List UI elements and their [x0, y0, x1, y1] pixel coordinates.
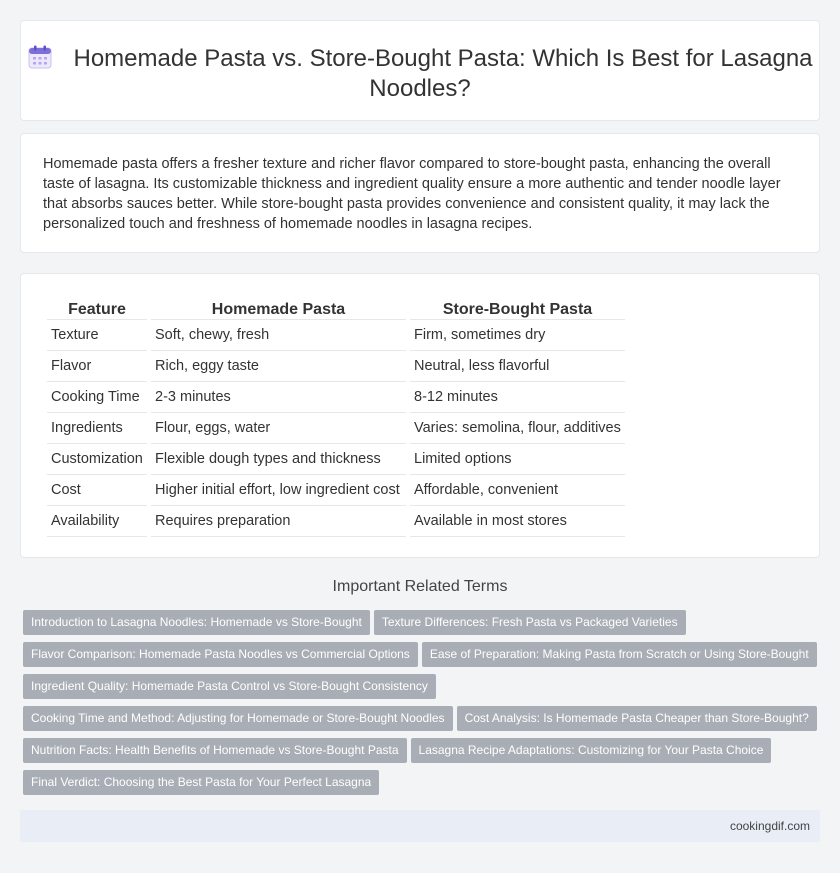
cell-store-bought: Firm, sometimes dry — [410, 320, 625, 351]
cell-homemade: Flour, eggs, water — [151, 413, 406, 444]
intro-card — [20, 133, 820, 253]
cell-store-bought: Limited options — [410, 444, 625, 475]
tag-row — [23, 738, 823, 770]
cell-store-bought: Available in most stores — [410, 506, 625, 537]
table-row — [47, 475, 625, 506]
cell-feature: Customization — [47, 444, 147, 475]
related-term-tag[interactable]: Cost Analysis: Is Homemade Pasta Cheaper than Store-Bought? — [457, 706, 817, 731]
cell-homemade: Soft, chewy, fresh — [151, 320, 406, 351]
related-term-tag[interactable]: Lasagna Recipe Adaptations: Customizing for Your Pasta Choice — [411, 738, 772, 763]
comparison-table — [43, 296, 629, 537]
header-homemade: Homemade Pasta — [151, 296, 406, 320]
cell-homemade: 2-3 minutes — [151, 382, 406, 413]
cell-feature: Flavor — [47, 351, 147, 382]
tag-row — [23, 706, 823, 738]
related-term-tag[interactable]: Introduction to Lasagna Noodles: Homemade vs Store-Bought — [23, 610, 370, 635]
tag-row — [23, 674, 823, 706]
cell-feature: Cooking Time — [47, 382, 147, 413]
footer — [20, 810, 820, 842]
related-term-tag[interactable]: Cooking Time and Method: Adjusting for Homemade or Store-Bought Noodles — [23, 706, 453, 731]
footer-site-link[interactable]: cookingdif.com — [729, 819, 810, 833]
cell-homemade: Higher initial effort, low ingredient cost — [151, 475, 406, 506]
header-feature: Feature — [47, 296, 147, 320]
tag-row — [23, 770, 823, 802]
table-row — [47, 413, 625, 444]
table-row — [47, 351, 625, 382]
tag-row — [23, 610, 823, 642]
cell-homemade: Rich, eggy taste — [151, 351, 406, 382]
related-term-tag[interactable]: Final Verdict: Choosing the Best Pasta for Your Perfect Lasagna — [23, 770, 379, 795]
related-terms-title: Important Related Terms — [332, 578, 508, 595]
cell-feature: Ingredients — [47, 413, 147, 444]
related-term-tag[interactable]: Nutrition Facts: Health Benefits of Homemade vs Store-Bought Pasta — [23, 738, 407, 763]
related-term-tag[interactable]: Ease of Preparation: Making Pasta from Scratch or Using Store-Bought — [422, 642, 817, 667]
page-title: Homemade Pasta vs. Store-Bought Pasta: Which Is Best for Lasagna Noodles? — [73, 45, 813, 102]
related-term-tag[interactable]: Flavor Comparison: Homemade Pasta Noodles vs Commercial Options — [23, 642, 418, 667]
related-term-tag[interactable]: Texture Differences: Fresh Pasta vs Packaged Varieties — [374, 610, 686, 635]
table-row — [47, 444, 625, 475]
cell-store-bought: Affordable, convenient — [410, 475, 625, 506]
comparison-card — [20, 273, 820, 558]
cell-feature: Cost — [47, 475, 147, 506]
cell-store-bought: 8-12 minutes — [410, 382, 625, 413]
intro-text: Homemade pasta offers a fresher texture and richer flavor compared to store-bought pasta, enhancing the overall taste of lasagna. Its customizable thickness and ingredient quality ensure a more authentic and tender noodle layer that absorbs sauces better. While store-bought pasta provides convenience and consistent quality, it may lack the personalized touch and freshness of homemade noodles in lasagna recipes. — [43, 156, 781, 232]
table-row — [47, 382, 625, 413]
cell-feature: Availability — [47, 506, 147, 537]
cell-store-bought: Neutral, less flavorful — [410, 351, 625, 382]
table-row — [47, 506, 625, 537]
table-header-row — [47, 296, 625, 320]
header-card — [20, 20, 820, 121]
page-title-wrap — [21, 44, 819, 104]
table-row — [47, 320, 625, 351]
cell-feature: Texture — [47, 320, 147, 351]
related-terms-list — [23, 610, 823, 802]
cell-homemade: Flexible dough types and thickness — [151, 444, 406, 475]
tag-row — [23, 642, 823, 674]
cell-store-bought: Varies: semolina, flour, additives — [410, 413, 625, 444]
header-store-bought: Store-Bought Pasta — [410, 296, 625, 320]
cell-homemade: Requires preparation — [151, 506, 406, 537]
related-term-tag[interactable]: Ingredient Quality: Homemade Pasta Control vs Store-Bought Consistency — [23, 674, 436, 699]
calendar-icon — [27, 44, 53, 70]
